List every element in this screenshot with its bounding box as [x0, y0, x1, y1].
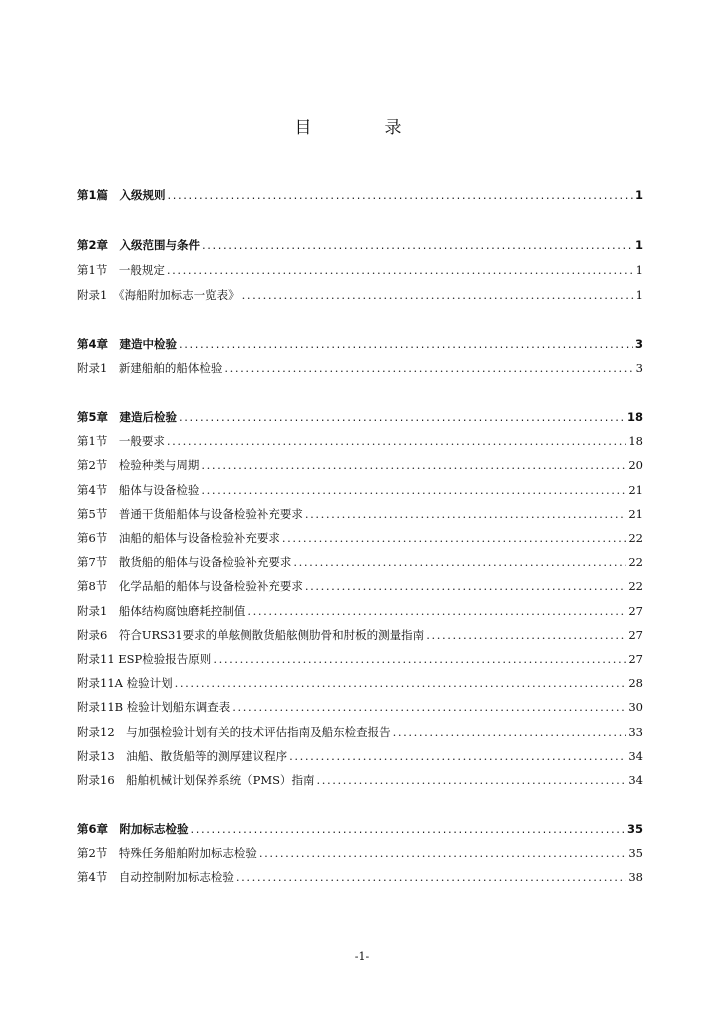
toc-leader-dots: [201, 483, 626, 497]
toc-entry-label: 第4章 建造中检验: [77, 337, 178, 351]
toc-entry-label: 附录6 符合URS31要求的单舷侧散货船舷侧肋骨和肘板的测量指南: [77, 628, 425, 642]
toc-entry[interactable]: [77, 355, 643, 375]
toc-entry[interactable]: [77, 331, 643, 351]
toc-leader-dots: [282, 531, 627, 545]
toc-entry[interactable]: [77, 646, 643, 666]
toc-entry[interactable]: [77, 816, 643, 836]
toc-entry[interactable]: [77, 477, 643, 497]
toc-entry-page: 18: [626, 410, 643, 424]
toc-entry-page: 30: [628, 700, 643, 714]
toc-entry[interactable]: [77, 525, 643, 545]
toc-entry-label: 附录1 新建船舶的船体检验: [77, 361, 223, 375]
toc-leader-dots: [393, 725, 627, 739]
toc-entry-page: 33: [628, 725, 643, 739]
toc-entry[interactable]: [77, 404, 643, 424]
toc-entry-page: 20: [628, 458, 643, 472]
toc-entry-page: 35: [626, 822, 643, 836]
toc-entry-label: 第5章 建造后检验: [77, 410, 178, 424]
toc-entry[interactable]: [77, 573, 643, 593]
toc-entry-page: 22: [628, 579, 643, 593]
toc-leader-dots: [167, 434, 627, 448]
toc-entry[interactable]: [77, 452, 643, 472]
toc-entry-page: 34: [628, 773, 643, 787]
toc-entry-label: 附录1 船体结构腐蚀磨耗控制值: [77, 604, 246, 618]
toc-entry-page: 1: [635, 263, 643, 277]
toc-entry-page: 3: [634, 337, 643, 351]
toc-entry-label: 第2章 入级范围与条件: [77, 238, 201, 252]
toc-entry[interactable]: [77, 622, 643, 642]
toc-entry-page: 18: [628, 434, 643, 448]
toc-leader-dots: [213, 652, 626, 666]
toc-entry-label: 附录1 《海船附加标志一览表》: [77, 288, 240, 302]
toc-leader-dots: [179, 337, 633, 351]
toc-entry-page: 1: [634, 238, 643, 252]
toc-leader-dots: [179, 410, 625, 424]
toc-entry-page: 27: [628, 652, 643, 666]
toc-entry[interactable]: [77, 428, 643, 448]
toc-entry-page: 21: [628, 507, 643, 521]
toc-leader-dots: [426, 628, 626, 642]
toc-entry-label: 第7节 散货船的船体与设备检验补充要求: [77, 555, 292, 569]
toc-leader-dots: [202, 238, 633, 252]
toc-entry-page: 27: [628, 628, 643, 642]
toc-entry-label: 第4节 船体与设备检验: [77, 483, 200, 497]
toc-leader-dots: [259, 846, 627, 860]
toc-entry-label: 第6节 油船的船体与设备检验补充要求: [77, 531, 280, 545]
toc-entry-label: 第1篇 入级规则: [77, 188, 166, 202]
toc-leader-dots: [232, 700, 626, 714]
toc-entry-label: 第1节 一般规定: [77, 263, 165, 277]
toc-entry[interactable]: [77, 840, 643, 860]
toc-entry[interactable]: [77, 282, 643, 302]
toc-leader-dots: [317, 773, 627, 787]
toc-entry-page: 38: [628, 870, 643, 884]
toc-entry-page: 1: [634, 188, 643, 202]
toc-entry-page: 35: [628, 846, 643, 860]
toc-entry-page: 28: [628, 676, 643, 690]
toc-entry-label: 第6章 附加标志检验: [77, 822, 189, 836]
toc-entry[interactable]: [77, 743, 643, 763]
toc-leader-dots: [242, 288, 634, 302]
toc-leader-dots: [236, 870, 627, 884]
toc-leader-dots: [305, 507, 627, 521]
toc-entry[interactable]: [77, 182, 643, 202]
toc-entry-label: 第8节 化学品船的船体与设备检验补充要求: [77, 579, 303, 593]
toc-entry-label: 第2节 检验种类与周期: [77, 458, 200, 472]
toc-entry-page: 22: [628, 555, 643, 569]
toc-entry-label: 附录11B 检验计划船东调查表: [77, 700, 231, 714]
toc-entry-page: 1: [635, 288, 643, 302]
toc-entry-label: 第5节 普通干货船船体与设备检验补充要求: [77, 507, 303, 521]
toc-entry[interactable]: [77, 694, 643, 714]
page-number: -1-: [354, 950, 370, 963]
toc-entry-label: 附录16 船舶机械计划保养系统（PMS）指南: [77, 773, 315, 787]
toc-entry[interactable]: [77, 864, 643, 884]
toc-leader-dots: [289, 749, 626, 763]
toc-leader-dots: [247, 604, 626, 618]
toc-entry[interactable]: [77, 501, 643, 521]
toc-leader-dots: [305, 579, 627, 593]
toc-entry-page: 22: [628, 531, 643, 545]
toc-entry-label: 第4节 自动控制附加标志检验: [77, 870, 234, 884]
toc-entry[interactable]: [77, 767, 643, 787]
toc-leader-dots: [224, 361, 633, 375]
toc-entry-label: 附录13 油船、散货船等的测厚建议程序: [77, 749, 288, 763]
toc-entry-label: 第1节 一般要求: [77, 434, 165, 448]
toc-entry-page: 21: [628, 483, 643, 497]
toc-entry-page: 3: [635, 361, 643, 375]
toc-leader-dots: [175, 676, 627, 690]
page-title: 目 录: [294, 118, 430, 138]
toc-entry-label: 附录12 与加强检验计划有关的技术评估指南及船东检查报告: [77, 725, 391, 739]
toc-entry-label: 附录11A 检验计划: [77, 676, 173, 690]
toc-entry-label: 附录11 ESP检验报告原则: [77, 652, 212, 666]
toc-entry-label: 第2节 特殊任务船舶附加标志检验: [77, 846, 257, 860]
toc-leader-dots: [167, 263, 634, 277]
toc-entry[interactable]: [77, 719, 643, 739]
toc-entry[interactable]: [77, 670, 643, 690]
toc-leader-dots: [293, 555, 626, 569]
toc-entry-page: 34: [628, 749, 643, 763]
toc-entry[interactable]: [77, 257, 643, 277]
toc-entry-page: 27: [628, 604, 643, 618]
toc-entry[interactable]: [77, 598, 643, 618]
toc-leader-dots: [191, 822, 625, 836]
toc-entry[interactable]: [77, 549, 643, 569]
toc-leader-dots: [201, 458, 626, 472]
toc-entry[interactable]: [77, 232, 643, 252]
toc-leader-dots: [168, 188, 633, 202]
